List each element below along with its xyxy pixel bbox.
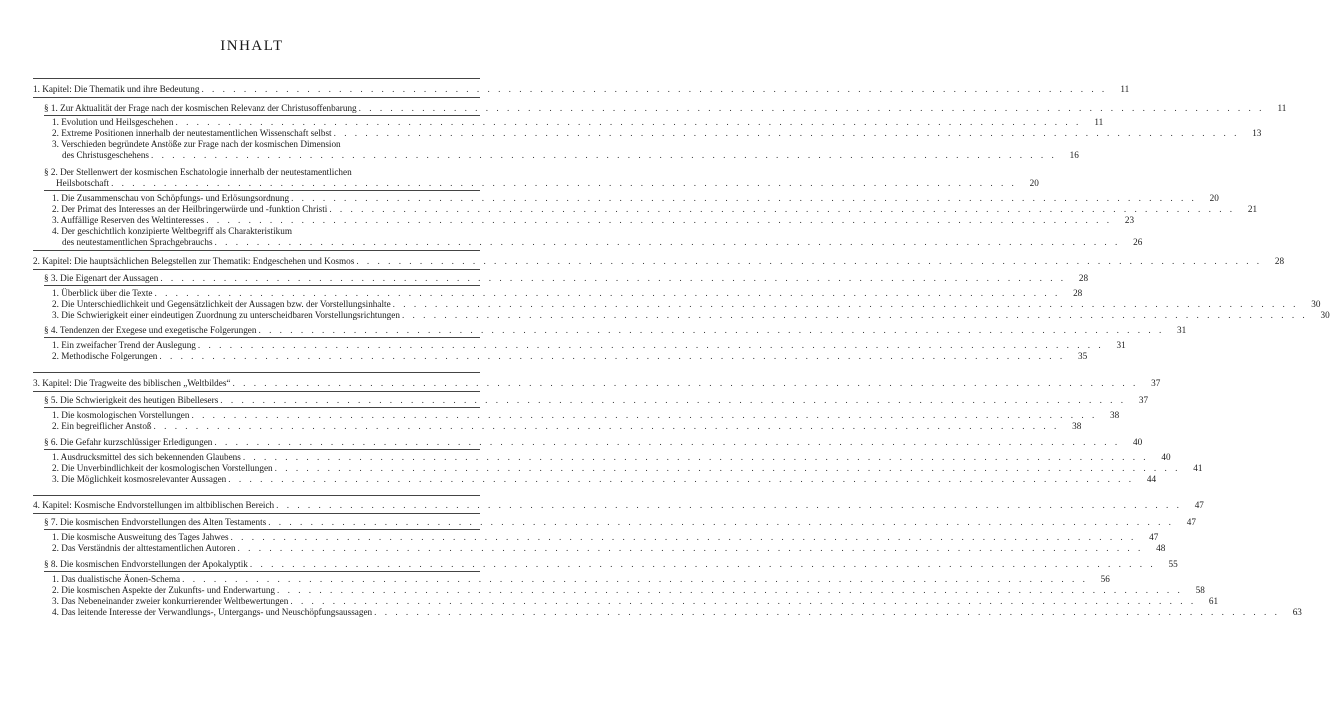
toc-section-1: § 1. Zur Aktualität der Frage nach der kosmischen Relevanz der Christusoffenbarung . . . 11	[44, 103, 480, 114]
toc-entry: 1. Ein zweifacher Trend der Auslegung . . . 31	[52, 340, 480, 351]
toc-section-2-line: § 2. Der Stellenwert der kosmischen Eschatologie innerhalb der neutestamentlichen	[44, 167, 352, 177]
toc-entry-line: 3. Verschieden begründete Anstöße zur Frage nach der kosmischen Dimension	[52, 139, 341, 149]
toc-entry: 2. Extreme Positionen innerhalb der neutestamentlichen Wissenschaft selbst . . . 13	[52, 128, 480, 139]
divider	[44, 407, 480, 408]
divider	[44, 115, 480, 116]
divider	[33, 391, 480, 392]
toc-entry: 1. Das dualistische Äonen-Schema . . . 56	[52, 574, 480, 585]
toc-entry: 2. Ein begreiflicher Anstoß . . . 38	[52, 421, 480, 432]
toc-entry: 2. Die kosmischen Aspekte der Zukunfts- und Enderwartung . . . 58	[52, 585, 480, 596]
toc-entry: 4. Das leitende Interesse der Verwandlungs-, Untergangs- und Neuschöpfungsaussagen . . . 63	[52, 607, 480, 618]
toc-entry: des neutestamentlichen Sprachgebrauchs . . . 26	[62, 237, 480, 248]
toc-section-4: § 4. Tendenzen der Exegese und exegetische Folgerungen . . . 31	[44, 325, 480, 336]
divider	[33, 250, 480, 251]
divider	[44, 449, 480, 450]
toc-entry: 1. Die kosmologischen Vorstellungen . . . 38	[52, 410, 480, 421]
page-title: INHALT	[220, 38, 284, 54]
divider	[33, 372, 480, 373]
toc-chapter-1: 1. Kapitel: Die Thematik und ihre Bedeutung . . . 11	[33, 84, 480, 95]
toc-entry: 2. Das Verständnis der alttestamentlichen Autoren . . . 48	[52, 543, 480, 554]
toc-entry: 3. Das Nebeneinander zweier konkurrierender Weltbewertungen . . . 61	[52, 596, 480, 607]
toc-chapter-4: 4. Kapitel: Kosmische Endvorstellungen im altbiblischen Bereich . . . 47	[33, 500, 480, 511]
toc-entry: 3. Auffällige Reserven des Weltinteresses . . . 23	[52, 215, 480, 226]
toc-section-2: Heilsbotschaft . . . 20	[56, 178, 480, 189]
toc-chapter-3: 3. Kapitel: Die Tragweite des biblischen „Weltbildes“ . . . 37	[33, 378, 480, 389]
divider	[44, 571, 480, 572]
toc-entry: 2. Die Unverbindlichkeit der kosmologischen Vorstellungen . . . 41	[52, 463, 480, 474]
toc-entry: 1. Die Zusammenschau von Schöpfungs- und Erlösungsordnung . . . 20	[52, 193, 480, 204]
toc-entry: 1. Evolution und Heilsgeschehen . . . 11	[52, 117, 480, 128]
toc-section-8: § 8. Die kosmischen Endvorstellungen der Apokalyptik . . . 55	[44, 559, 480, 570]
toc-entry: 3. Die Schwierigkeit einer eindeutigen Zuordnung zu unterscheidbaren Vorstellungsrichtungen . . . 30	[52, 310, 480, 321]
divider	[33, 513, 480, 514]
toc-entry: 1. Die kosmische Ausweitung des Tages Jahwes . . . 47	[52, 532, 480, 543]
toc-entry: 2. Methodische Folgerungen . . . 35	[52, 351, 480, 362]
divider	[44, 337, 480, 338]
divider	[44, 285, 480, 286]
divider	[33, 97, 480, 98]
toc-section-6: § 6. Die Gefahr kurzschlüssiger Erledigungen . . . 40	[44, 437, 480, 448]
toc-chapter-2: 2. Kapitel: Die hauptsächlichen Belegstellen zur Thematik: Endgeschehen und Kosmos . . . 28	[33, 256, 480, 267]
toc-entry: 1. Ausdrucksmittel des sich bekennenden Glaubens . . . 40	[52, 452, 480, 463]
toc-entry: 1. Überblick über die Texte . . . 28	[52, 288, 480, 299]
toc-entry: 3. Die Möglichkeit kosmosrelevanter Aussagen . . . 44	[52, 474, 480, 485]
toc-section-5: § 5. Die Schwierigkeit des heutigen Bibellesers . . . 37	[44, 395, 480, 406]
toc-entry-line: 4. Der geschichtlich konzipierte Weltbegriff als Charakteristikum	[52, 226, 293, 236]
divider	[33, 495, 480, 496]
toc-entry: 2. Die Unterschiedlichkeit und Gegensätzlichkeit der Aussagen bzw. der Vorstellungsinhalte . . . 30	[52, 299, 480, 310]
toc-entry: 2. Der Primat des Interesses an der Heilbringerwürde und -funktion Christi . . . 21	[52, 204, 480, 215]
divider	[44, 529, 480, 530]
divider	[44, 190, 480, 191]
divider	[33, 78, 480, 79]
toc-entry: des Christusgeschehens . . . 16	[62, 150, 480, 161]
toc-section-3: § 3. Die Eigenart der Aussagen . . . 28	[44, 273, 480, 284]
toc-section-7: § 7. Die kosmischen Endvorstellungen des Alten Testaments . . . 47	[44, 517, 480, 528]
divider	[33, 269, 480, 270]
